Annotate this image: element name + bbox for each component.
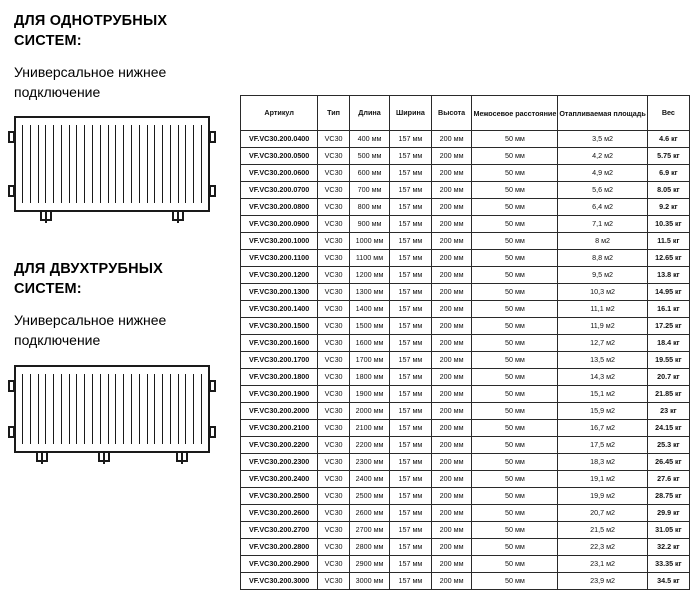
cell-weight: 23 кг bbox=[647, 403, 689, 420]
cell-width: 157 мм bbox=[390, 182, 432, 199]
cell-type: VC30 bbox=[318, 505, 350, 522]
cell-height: 200 мм bbox=[431, 573, 472, 590]
cell-axis-distance: 50 мм bbox=[472, 403, 558, 420]
cell-article: VF.VC30.200.0600 bbox=[241, 165, 318, 182]
single-pipe-subheading: Универсальное нижнее подключение bbox=[14, 64, 167, 100]
cell-type: VC30 bbox=[318, 335, 350, 352]
radiator-body bbox=[14, 116, 210, 212]
table-row bbox=[241, 318, 690, 335]
cell-article: VF.VC30.200.2400 bbox=[241, 471, 318, 488]
cell-height: 200 мм bbox=[431, 182, 472, 199]
double-pipe-subheading: Универсальное нижнее подключение bbox=[14, 312, 167, 349]
cell-length: 1400 мм bbox=[349, 301, 389, 318]
cell-width: 157 мм bbox=[390, 318, 432, 335]
cell-type: VC30 bbox=[318, 386, 350, 403]
cell-height: 200 мм bbox=[431, 199, 472, 216]
cell-weight: 6.9 кг bbox=[647, 165, 689, 182]
radiator-body-2 bbox=[14, 365, 210, 453]
cell-type: VC30 bbox=[318, 250, 350, 267]
cell-article: VF.VC30.200.2100 bbox=[241, 420, 318, 437]
cell-width: 157 мм bbox=[390, 403, 432, 420]
radiator-bottom-connections bbox=[14, 212, 210, 228]
cell-weight: 14.95 кг bbox=[647, 284, 689, 301]
cell-weight: 4.6 кг bbox=[647, 131, 689, 148]
cell-width: 157 мм bbox=[390, 284, 432, 301]
cell-length: 1000 мм bbox=[349, 233, 389, 250]
cell-heated-area: 7,1 м2 bbox=[558, 216, 647, 233]
cell-weight: 8.05 кг bbox=[647, 182, 689, 199]
cell-axis-distance: 50 мм bbox=[472, 539, 558, 556]
cell-width: 157 мм bbox=[390, 437, 432, 454]
cell-length: 2300 мм bbox=[349, 454, 389, 471]
cell-weight: 33.35 кг bbox=[647, 556, 689, 573]
cell-article: VF.VC30.200.1000 bbox=[241, 233, 318, 250]
table-row bbox=[241, 131, 690, 148]
table-row bbox=[241, 369, 690, 386]
cell-height: 200 мм bbox=[431, 165, 472, 182]
table-row bbox=[241, 386, 690, 403]
table-row bbox=[241, 573, 690, 590]
cell-weight: 13.8 кг bbox=[647, 267, 689, 284]
table-row bbox=[241, 233, 690, 250]
cell-type: VC30 bbox=[318, 369, 350, 386]
cell-axis-distance: 50 мм bbox=[472, 505, 558, 522]
cell-heated-area: 19,9 м2 bbox=[558, 488, 647, 505]
cell-width: 157 мм bbox=[390, 369, 432, 386]
table-header-row bbox=[241, 96, 690, 131]
cell-article: VF.VC30.200.1900 bbox=[241, 386, 318, 403]
cell-article: VF.VC30.200.1600 bbox=[241, 335, 318, 352]
single-pipe-heading: ДЛЯ ОДНОТРУБНЫХ СИСТЕМ: bbox=[14, 13, 168, 49]
cell-weight: 28.75 кг bbox=[647, 488, 689, 505]
table-row bbox=[241, 182, 690, 199]
cell-height: 200 мм bbox=[431, 250, 472, 267]
cell-width: 157 мм bbox=[390, 522, 432, 539]
table-row bbox=[241, 301, 690, 318]
cell-length: 2800 мм bbox=[349, 539, 389, 556]
cell-height: 200 мм bbox=[431, 148, 472, 165]
double-pipe-heading: ДЛЯ ДВУХТРУБНЫХ СИСТЕМ: bbox=[14, 261, 164, 297]
cell-type: VC30 bbox=[318, 233, 350, 250]
cell-length: 2500 мм bbox=[349, 488, 389, 505]
cell-weight: 20.7 кг bbox=[647, 369, 689, 386]
cell-article: VF.VC30.200.2900 bbox=[241, 556, 318, 573]
cell-weight: 11.5 кг bbox=[647, 233, 689, 250]
radiator-bottom-connections-2 bbox=[14, 453, 210, 469]
cell-weight: 32.2 кг bbox=[647, 539, 689, 556]
cell-height: 200 мм bbox=[431, 420, 472, 437]
table-row bbox=[241, 556, 690, 573]
cell-axis-distance: 50 мм bbox=[472, 369, 558, 386]
cell-width: 157 мм bbox=[390, 556, 432, 573]
cell-article: VF.VC30.200.2500 bbox=[241, 488, 318, 505]
radiator-pipe-left bbox=[45, 212, 47, 223]
cell-axis-distance: 50 мм bbox=[472, 454, 558, 471]
cell-length: 1100 мм bbox=[349, 250, 389, 267]
header-type: Тип bbox=[318, 96, 350, 131]
cell-heated-area: 5,6 м2 bbox=[558, 182, 647, 199]
table-row bbox=[241, 522, 690, 539]
cell-weight: 26.45 кг bbox=[647, 454, 689, 471]
cell-height: 200 мм bbox=[431, 267, 472, 284]
cell-weight: 10.35 кг bbox=[647, 216, 689, 233]
cell-length: 400 мм bbox=[349, 131, 389, 148]
cell-heated-area: 4,9 м2 bbox=[558, 165, 647, 182]
cell-article: VF.VC30.200.0400 bbox=[241, 131, 318, 148]
header-weight: Вес bbox=[647, 96, 689, 131]
cell-length: 3000 мм bbox=[349, 573, 389, 590]
table-row bbox=[241, 284, 690, 301]
cell-axis-distance: 50 мм bbox=[472, 352, 558, 369]
cell-article: VF.VC30.200.2800 bbox=[241, 539, 318, 556]
cell-heated-area: 12,7 м2 bbox=[558, 335, 647, 352]
radiator-diagram-double-pipe bbox=[14, 365, 210, 469]
cell-weight: 21.85 кг bbox=[647, 386, 689, 403]
cell-weight: 18.4 кг bbox=[647, 335, 689, 352]
specs-table-wrapper bbox=[240, 95, 690, 590]
specs-table bbox=[240, 95, 690, 590]
cell-axis-distance: 50 мм bbox=[472, 250, 558, 267]
cell-axis-distance: 50 мм bbox=[472, 420, 558, 437]
cell-heated-area: 8 м2 bbox=[558, 233, 647, 250]
radiator-fins bbox=[22, 125, 202, 203]
cell-article: VF.VC30.200.0800 bbox=[241, 199, 318, 216]
cell-type: VC30 bbox=[318, 488, 350, 505]
cell-height: 200 мм bbox=[431, 369, 472, 386]
cell-width: 157 мм bbox=[390, 301, 432, 318]
cell-axis-distance: 50 мм bbox=[472, 556, 558, 573]
cell-type: VC30 bbox=[318, 403, 350, 420]
cell-article: VF.VC30.200.1800 bbox=[241, 369, 318, 386]
cell-heated-area: 22,3 м2 bbox=[558, 539, 647, 556]
radiator-connector-left-bottom bbox=[8, 185, 15, 197]
cell-type: VC30 bbox=[318, 539, 350, 556]
table-row bbox=[241, 539, 690, 556]
cell-heated-area: 14,3 м2 bbox=[558, 369, 647, 386]
cell-article: VF.VC30.200.2700 bbox=[241, 522, 318, 539]
specs-table-head bbox=[241, 96, 690, 131]
cell-width: 157 мм bbox=[390, 386, 432, 403]
cell-height: 200 мм bbox=[431, 131, 472, 148]
cell-width: 157 мм bbox=[390, 267, 432, 284]
cell-type: VC30 bbox=[318, 165, 350, 182]
cell-heated-area: 15,9 м2 bbox=[558, 403, 647, 420]
table-row bbox=[241, 335, 690, 352]
cell-width: 157 мм bbox=[390, 216, 432, 233]
cell-height: 200 мм bbox=[431, 301, 472, 318]
radiator-connector-left-top bbox=[8, 131, 15, 143]
cell-axis-distance: 50 мм bbox=[472, 284, 558, 301]
cell-weight: 9.2 кг bbox=[647, 199, 689, 216]
cell-weight: 16.1 кг bbox=[647, 301, 689, 318]
cell-axis-distance: 50 мм bbox=[472, 199, 558, 216]
cell-type: VC30 bbox=[318, 573, 350, 590]
cell-weight: 12.65 кг bbox=[647, 250, 689, 267]
cell-article: VF.VC30.200.2600 bbox=[241, 505, 318, 522]
cell-weight: 24.15 кг bbox=[647, 420, 689, 437]
cell-type: VC30 bbox=[318, 216, 350, 233]
cell-heated-area: 17,5 м2 bbox=[558, 437, 647, 454]
header-article: Артикул bbox=[241, 96, 318, 131]
radiator-pipe-left-2 bbox=[41, 453, 43, 464]
cell-length: 2100 мм bbox=[349, 420, 389, 437]
cell-axis-distance: 50 мм bbox=[472, 522, 558, 539]
table-row bbox=[241, 437, 690, 454]
cell-weight: 29.9 кг bbox=[647, 505, 689, 522]
cell-heated-area: 21,5 м2 bbox=[558, 522, 647, 539]
cell-width: 157 мм bbox=[390, 250, 432, 267]
cell-height: 200 мм bbox=[431, 352, 472, 369]
cell-heated-area: 13,5 м2 bbox=[558, 352, 647, 369]
cell-height: 200 мм bbox=[431, 488, 472, 505]
cell-width: 157 мм bbox=[390, 471, 432, 488]
cell-type: VC30 bbox=[318, 556, 350, 573]
table-row bbox=[241, 471, 690, 488]
radiator-connector-right-top-2 bbox=[209, 380, 216, 392]
cell-width: 157 мм bbox=[390, 233, 432, 250]
table-row bbox=[241, 488, 690, 505]
radiator-connector-right-bottom-2 bbox=[209, 426, 216, 438]
cell-height: 200 мм bbox=[431, 471, 472, 488]
cell-axis-distance: 50 мм bbox=[472, 471, 558, 488]
table-row bbox=[241, 250, 690, 267]
cell-axis-distance: 50 мм bbox=[472, 131, 558, 148]
cell-height: 200 мм bbox=[431, 437, 472, 454]
cell-height: 200 мм bbox=[431, 284, 472, 301]
left-column bbox=[14, 12, 234, 475]
cell-height: 200 мм bbox=[431, 233, 472, 250]
radiator-pipe-right bbox=[177, 212, 179, 223]
cell-heated-area: 3,5 м2 bbox=[558, 131, 647, 148]
cell-article: VF.VC30.200.1400 bbox=[241, 301, 318, 318]
cell-weight: 19.55 кг bbox=[647, 352, 689, 369]
cell-width: 157 мм bbox=[390, 148, 432, 165]
cell-length: 1200 мм bbox=[349, 267, 389, 284]
table-row bbox=[241, 267, 690, 284]
cell-type: VC30 bbox=[318, 471, 350, 488]
cell-article: VF.VC30.200.0500 bbox=[241, 148, 318, 165]
radiator-pipe-right-2 bbox=[181, 453, 183, 464]
cell-article: VF.VC30.200.1500 bbox=[241, 318, 318, 335]
cell-article: VF.VC30.200.1100 bbox=[241, 250, 318, 267]
cell-article: VF.VC30.200.2000 bbox=[241, 403, 318, 420]
cell-heated-area: 8,8 м2 bbox=[558, 250, 647, 267]
cell-weight: 31.05 кг bbox=[647, 522, 689, 539]
radiator-connector-left-bottom-2 bbox=[8, 426, 15, 438]
table-row bbox=[241, 454, 690, 471]
cell-width: 157 мм bbox=[390, 352, 432, 369]
cell-article: VF.VC30.200.1300 bbox=[241, 284, 318, 301]
cell-axis-distance: 50 мм bbox=[472, 182, 558, 199]
cell-height: 200 мм bbox=[431, 539, 472, 556]
cell-heated-area: 16,7 м2 bbox=[558, 420, 647, 437]
cell-heated-area: 23,1 м2 bbox=[558, 556, 647, 573]
cell-axis-distance: 50 мм bbox=[472, 216, 558, 233]
cell-axis-distance: 50 мм bbox=[472, 318, 558, 335]
cell-axis-distance: 50 мм bbox=[472, 148, 558, 165]
cell-article: VF.VC30.200.3000 bbox=[241, 573, 318, 590]
cell-height: 200 мм bbox=[431, 386, 472, 403]
cell-type: VC30 bbox=[318, 301, 350, 318]
cell-length: 2900 мм bbox=[349, 556, 389, 573]
cell-type: VC30 bbox=[318, 522, 350, 539]
specs-table-body bbox=[241, 131, 690, 590]
cell-length: 2600 мм bbox=[349, 505, 389, 522]
cell-length: 800 мм bbox=[349, 199, 389, 216]
cell-length: 1300 мм bbox=[349, 284, 389, 301]
cell-length: 1900 мм bbox=[349, 386, 389, 403]
cell-axis-distance: 50 мм bbox=[472, 165, 558, 182]
cell-length: 500 мм bbox=[349, 148, 389, 165]
cell-width: 157 мм bbox=[390, 335, 432, 352]
cell-type: VC30 bbox=[318, 199, 350, 216]
table-row bbox=[241, 505, 690, 522]
cell-article: VF.VC30.200.1200 bbox=[241, 267, 318, 284]
table-row bbox=[241, 199, 690, 216]
cell-type: VC30 bbox=[318, 148, 350, 165]
cell-width: 157 мм bbox=[390, 420, 432, 437]
cell-heated-area: 11,9 м2 bbox=[558, 318, 647, 335]
cell-article: VF.VC30.200.0700 bbox=[241, 182, 318, 199]
cell-axis-distance: 50 мм bbox=[472, 437, 558, 454]
cell-heated-area: 11,1 м2 bbox=[558, 301, 647, 318]
cell-length: 900 мм bbox=[349, 216, 389, 233]
cell-height: 200 мм bbox=[431, 335, 472, 352]
cell-axis-distance: 50 мм bbox=[472, 335, 558, 352]
cell-weight: 25.3 кг bbox=[647, 437, 689, 454]
cell-length: 700 мм bbox=[349, 182, 389, 199]
cell-height: 200 мм bbox=[431, 403, 472, 420]
cell-length: 600 мм bbox=[349, 165, 389, 182]
cell-width: 157 мм bbox=[390, 488, 432, 505]
cell-height: 200 мм bbox=[431, 522, 472, 539]
cell-length: 1500 мм bbox=[349, 318, 389, 335]
table-row bbox=[241, 148, 690, 165]
cell-axis-distance: 50 мм bbox=[472, 488, 558, 505]
cell-length: 2400 мм bbox=[349, 471, 389, 488]
cell-heated-area: 20,7 м2 bbox=[558, 505, 647, 522]
cell-heated-area: 15,1 м2 bbox=[558, 386, 647, 403]
cell-type: VC30 bbox=[318, 182, 350, 199]
table-row bbox=[241, 403, 690, 420]
cell-axis-distance: 50 мм bbox=[472, 233, 558, 250]
cell-length: 1600 мм bbox=[349, 335, 389, 352]
header-width: Ширина bbox=[390, 96, 432, 131]
cell-weight: 27.6 кг bbox=[647, 471, 689, 488]
cell-type: VC30 bbox=[318, 284, 350, 301]
cell-article: VF.VC30.200.2200 bbox=[241, 437, 318, 454]
cell-heated-area: 19,1 м2 bbox=[558, 471, 647, 488]
cell-width: 157 мм bbox=[390, 131, 432, 148]
header-length: Длина bbox=[349, 96, 389, 131]
table-row bbox=[241, 420, 690, 437]
cell-article: VF.VC30.200.0900 bbox=[241, 216, 318, 233]
table-row bbox=[241, 216, 690, 233]
radiator-pipe-center-2 bbox=[103, 453, 105, 464]
cell-width: 157 мм bbox=[390, 539, 432, 556]
cell-axis-distance: 50 мм bbox=[472, 267, 558, 284]
cell-height: 200 мм bbox=[431, 216, 472, 233]
cell-type: VC30 bbox=[318, 437, 350, 454]
cell-heated-area: 4,2 м2 bbox=[558, 148, 647, 165]
cell-type: VC30 bbox=[318, 131, 350, 148]
header-axis-distance: Межосевое расстояние bbox=[472, 96, 558, 131]
cell-width: 157 мм bbox=[390, 165, 432, 182]
cell-length: 1800 мм bbox=[349, 369, 389, 386]
cell-type: VC30 bbox=[318, 318, 350, 335]
cell-heated-area: 9,5 м2 bbox=[558, 267, 647, 284]
cell-axis-distance: 50 мм bbox=[472, 573, 558, 590]
cell-weight: 17.25 кг bbox=[647, 318, 689, 335]
radiator-fins-2 bbox=[22, 374, 202, 444]
cell-weight: 34.5 кг bbox=[647, 573, 689, 590]
cell-type: VC30 bbox=[318, 267, 350, 284]
cell-type: VC30 bbox=[318, 420, 350, 437]
cell-heated-area: 6,4 м2 bbox=[558, 199, 647, 216]
cell-width: 157 мм bbox=[390, 454, 432, 471]
cell-height: 200 мм bbox=[431, 318, 472, 335]
table-row bbox=[241, 165, 690, 182]
table-row bbox=[241, 352, 690, 369]
cell-article: VF.VC30.200.2300 bbox=[241, 454, 318, 471]
radiator-connector-left-top-2 bbox=[8, 380, 15, 392]
cell-height: 200 мм bbox=[431, 454, 472, 471]
cell-weight: 5.75 кг bbox=[647, 148, 689, 165]
radiator-connector-right-bottom bbox=[209, 185, 216, 197]
cell-type: VC30 bbox=[318, 454, 350, 471]
cell-width: 157 мм bbox=[390, 505, 432, 522]
cell-article: VF.VC30.200.1700 bbox=[241, 352, 318, 369]
cell-length: 1700 мм bbox=[349, 352, 389, 369]
cell-width: 157 мм bbox=[390, 199, 432, 216]
cell-length: 2000 мм bbox=[349, 403, 389, 420]
radiator-connector-right-top bbox=[209, 131, 216, 143]
header-height: Высота bbox=[431, 96, 472, 131]
cell-axis-distance: 50 мм bbox=[472, 301, 558, 318]
cell-height: 200 мм bbox=[431, 556, 472, 573]
radiator-diagram-single-pipe bbox=[14, 116, 210, 228]
cell-height: 200 мм bbox=[431, 505, 472, 522]
cell-axis-distance: 50 мм bbox=[472, 386, 558, 403]
cell-type: VC30 bbox=[318, 352, 350, 369]
cell-heated-area: 23,9 м2 bbox=[558, 573, 647, 590]
cell-length: 2200 мм bbox=[349, 437, 389, 454]
header-heated-area: Отапливаемая площадь bbox=[558, 96, 647, 131]
cell-length: 2700 мм bbox=[349, 522, 389, 539]
cell-heated-area: 10,3 м2 bbox=[558, 284, 647, 301]
cell-heated-area: 18,3 м2 bbox=[558, 454, 647, 471]
cell-width: 157 мм bbox=[390, 573, 432, 590]
